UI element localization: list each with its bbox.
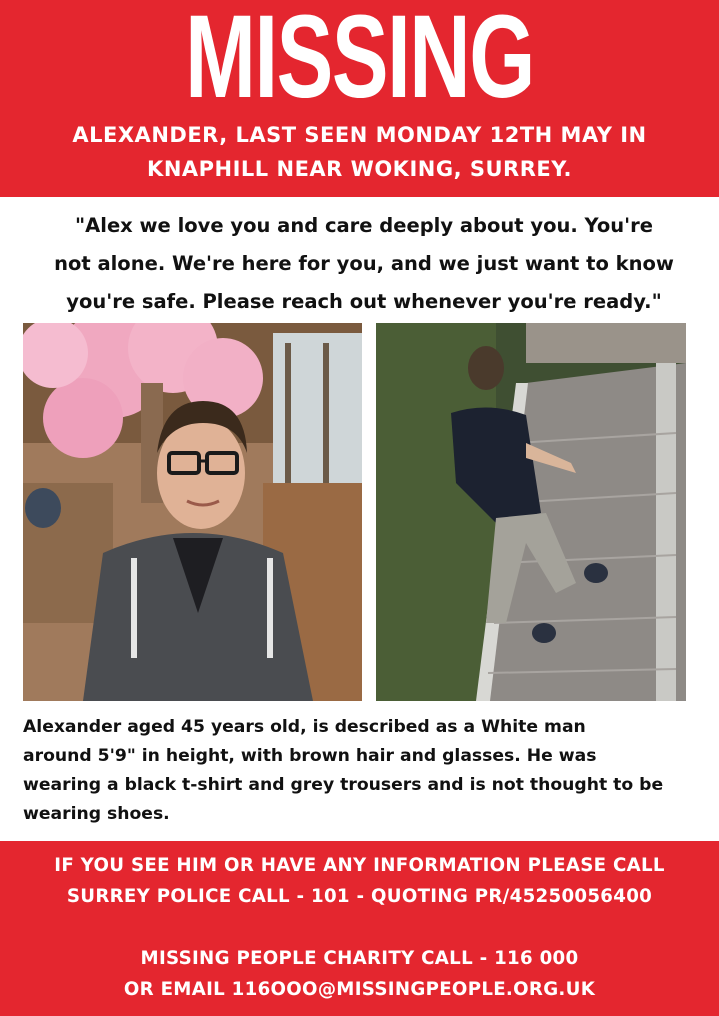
description-line: wearing a black t-shirt and grey trousers and is not thought to be: [23, 775, 664, 795]
contact-line: IF YOU SEE HIM OR HAVE ANY INFORMATION PLEASE CALL: [54, 855, 665, 876]
portrait-photo: [23, 323, 362, 701]
contact-footer: [0, 841, 719, 1016]
subtitle-line: KNAPHILL NEAR WOKING, SURREY.: [147, 157, 572, 181]
family-quote: [14, 207, 714, 321]
last-seen-subtitle: [0, 118, 719, 186]
description-line: Alexander aged 45 years old, is described as a White man: [23, 717, 586, 737]
charity-contact: MISSING PEOPLE CHARITY CALL - 116 000: [140, 948, 579, 969]
subtitle-line: ALEXANDER, LAST SEEN MONDAY 12TH MAY IN: [72, 123, 647, 147]
poster-title: MISSING: [185, 0, 534, 123]
description-line: around 5'9" in height, with brown hair and glasses. He was: [23, 746, 597, 766]
description: [23, 713, 713, 829]
header-banner: [0, 0, 719, 197]
cctv-photo: [376, 323, 686, 701]
quote-line: you're safe. Please reach out whenever you're ready.": [66, 290, 662, 313]
quote-line: not alone. We're here for you, and we just want to know: [54, 252, 674, 275]
quote-line: "Alex we love you and care deeply about you. You're: [75, 214, 653, 237]
police-contact: SURREY POLICE CALL - 101 - QUOTING PR/45250056400: [66, 886, 653, 907]
email-contact: OR EMAIL 116OOO@MISSINGPEOPLE.ORG.UK: [123, 979, 596, 1000]
description-line: wearing shoes.: [23, 804, 170, 824]
